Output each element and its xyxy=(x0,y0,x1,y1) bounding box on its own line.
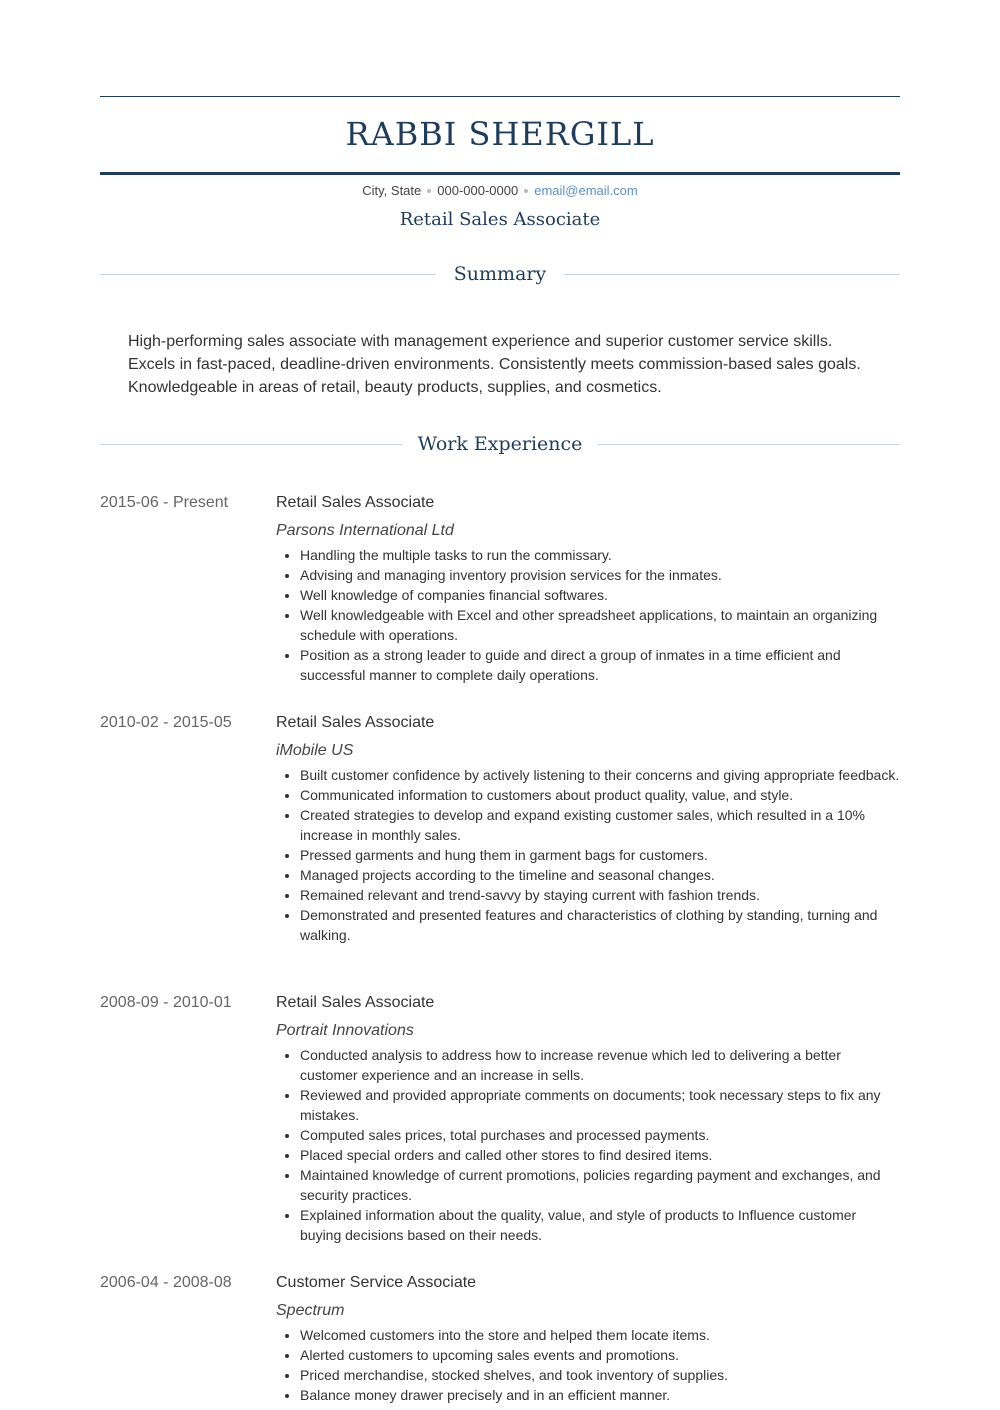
section-title: Summary xyxy=(453,263,547,285)
job-bullets xyxy=(276,1045,900,1245)
job-bullets xyxy=(276,545,900,685)
top-rule xyxy=(100,96,900,97)
job-company: Spectrum xyxy=(276,1302,345,1319)
job-dates: 2008-09 - 2010-01 xyxy=(100,994,232,1011)
job-bullet: • Reviewed and provided appropriate comments on documents; took necessary steps to fix any mistakes. xyxy=(300,1085,900,1125)
email-link[interactable]: email@email.com xyxy=(534,183,638,198)
job-bullet: • Advising and managing inventory provision services for the inmates. xyxy=(300,565,900,585)
job-bullet: • Demonstrated and presented features and characteristics of clothing by standing, turning and walking. xyxy=(300,905,900,945)
job-bullet: • Position as a strong leader to guide and direct a group of inmates in a time efficient and successful manner to complete daily operations. xyxy=(300,645,900,685)
job-dates: 2015-06 - Present xyxy=(100,494,229,511)
job-bullet: • Handling the multiple tasks to run the commissary. xyxy=(300,545,900,565)
job-bullet: • Welcomed customers into the store and helped them locate items. xyxy=(300,1325,900,1345)
job-bullet: • Placed special orders and called other stores to find desired items. xyxy=(300,1145,900,1165)
headline: Retail Sales Associate xyxy=(399,209,601,230)
separator-dot-icon xyxy=(427,189,431,193)
job-company: Portrait Innovations xyxy=(276,1022,414,1039)
job-bullet: • Computed sales prices, total purchases and processed payments. xyxy=(300,1125,900,1145)
location: City, State xyxy=(362,183,422,198)
job-bullet: • Priced merchandise, stocked shelves, and took inventory of supplies. xyxy=(300,1365,900,1385)
job-bullet: • Maintained knowledge of current promotions, policies regarding payment and exchanges, and security practices. xyxy=(300,1165,900,1205)
job-company: iMobile US xyxy=(276,742,354,759)
job-role: Retail Sales Associate xyxy=(276,494,435,511)
job-dates: 2006-04 - 2008-08 xyxy=(100,1274,232,1291)
job-bullet: • Conducted analysis to address how to increase revenue which led to delivering a better customer experience and an increase in sells. xyxy=(300,1045,900,1085)
contact-line xyxy=(100,182,900,200)
name-rule xyxy=(100,172,900,175)
job-bullet: • Well knowledge of companies financial softwares. xyxy=(300,585,900,605)
job-bullet: • Communicated information to customers about product quality, value, and style. xyxy=(300,785,900,805)
job-bullet: • Explained information about the quality, value, and style of products to Influence customer buying decisions based on their needs. xyxy=(300,1205,900,1245)
job-bullet: • Pressed garments and hung them in garment bags for customers. xyxy=(300,845,900,865)
job-dates: 2010-02 - 2015-05 xyxy=(100,714,232,731)
job-bullet: • Built customer confidence by actively listening to their concerns and giving appropriate feedback. xyxy=(300,765,900,785)
job-bullets xyxy=(276,1325,900,1405)
job-bullet: • Created strategies to develop and expand existing customer sales, which resulted in a 10% increase in monthly sales. xyxy=(300,805,900,845)
separator-dot-icon xyxy=(524,189,528,193)
job-bullets xyxy=(276,765,900,945)
phone: 000-000-0000 xyxy=(437,183,519,198)
section-title: Work Experience xyxy=(417,433,583,455)
job-bullet: • Alerted customers to upcoming sales events and promotions. xyxy=(300,1345,900,1365)
candidate-name: RABBI SHERGILL xyxy=(345,115,655,153)
job-bullet: • Managed projects according to the timeline and seasonal changes. xyxy=(300,865,900,885)
job-role: Retail Sales Associate xyxy=(276,714,435,731)
job-bullet: • Remained relevant and trend-savvy by staying current with fashion trends. xyxy=(300,885,900,905)
job-bullet: • Well knowledgeable with Excel and other spreadsheet applications, to maintain an organizing schedule with operations. xyxy=(300,605,900,645)
job-role: Retail Sales Associate xyxy=(276,994,435,1011)
job-company: Parsons International Ltd xyxy=(276,522,454,539)
job-bullet: • Balance money drawer precisely and in an efficient manner. xyxy=(300,1385,900,1405)
summary-text: High-performing sales associate with management experience and superior customer service skills. Excels in fast-paced, deadline-driven environments. Consistently meets commission-based sales goals. Knowledgeable in areas of retail, beauty products, supplies, and cosmetics. xyxy=(128,333,861,396)
summary-heading xyxy=(100,259,900,289)
experience-heading xyxy=(100,429,900,459)
job-role: Customer Service Associate xyxy=(276,1274,477,1291)
